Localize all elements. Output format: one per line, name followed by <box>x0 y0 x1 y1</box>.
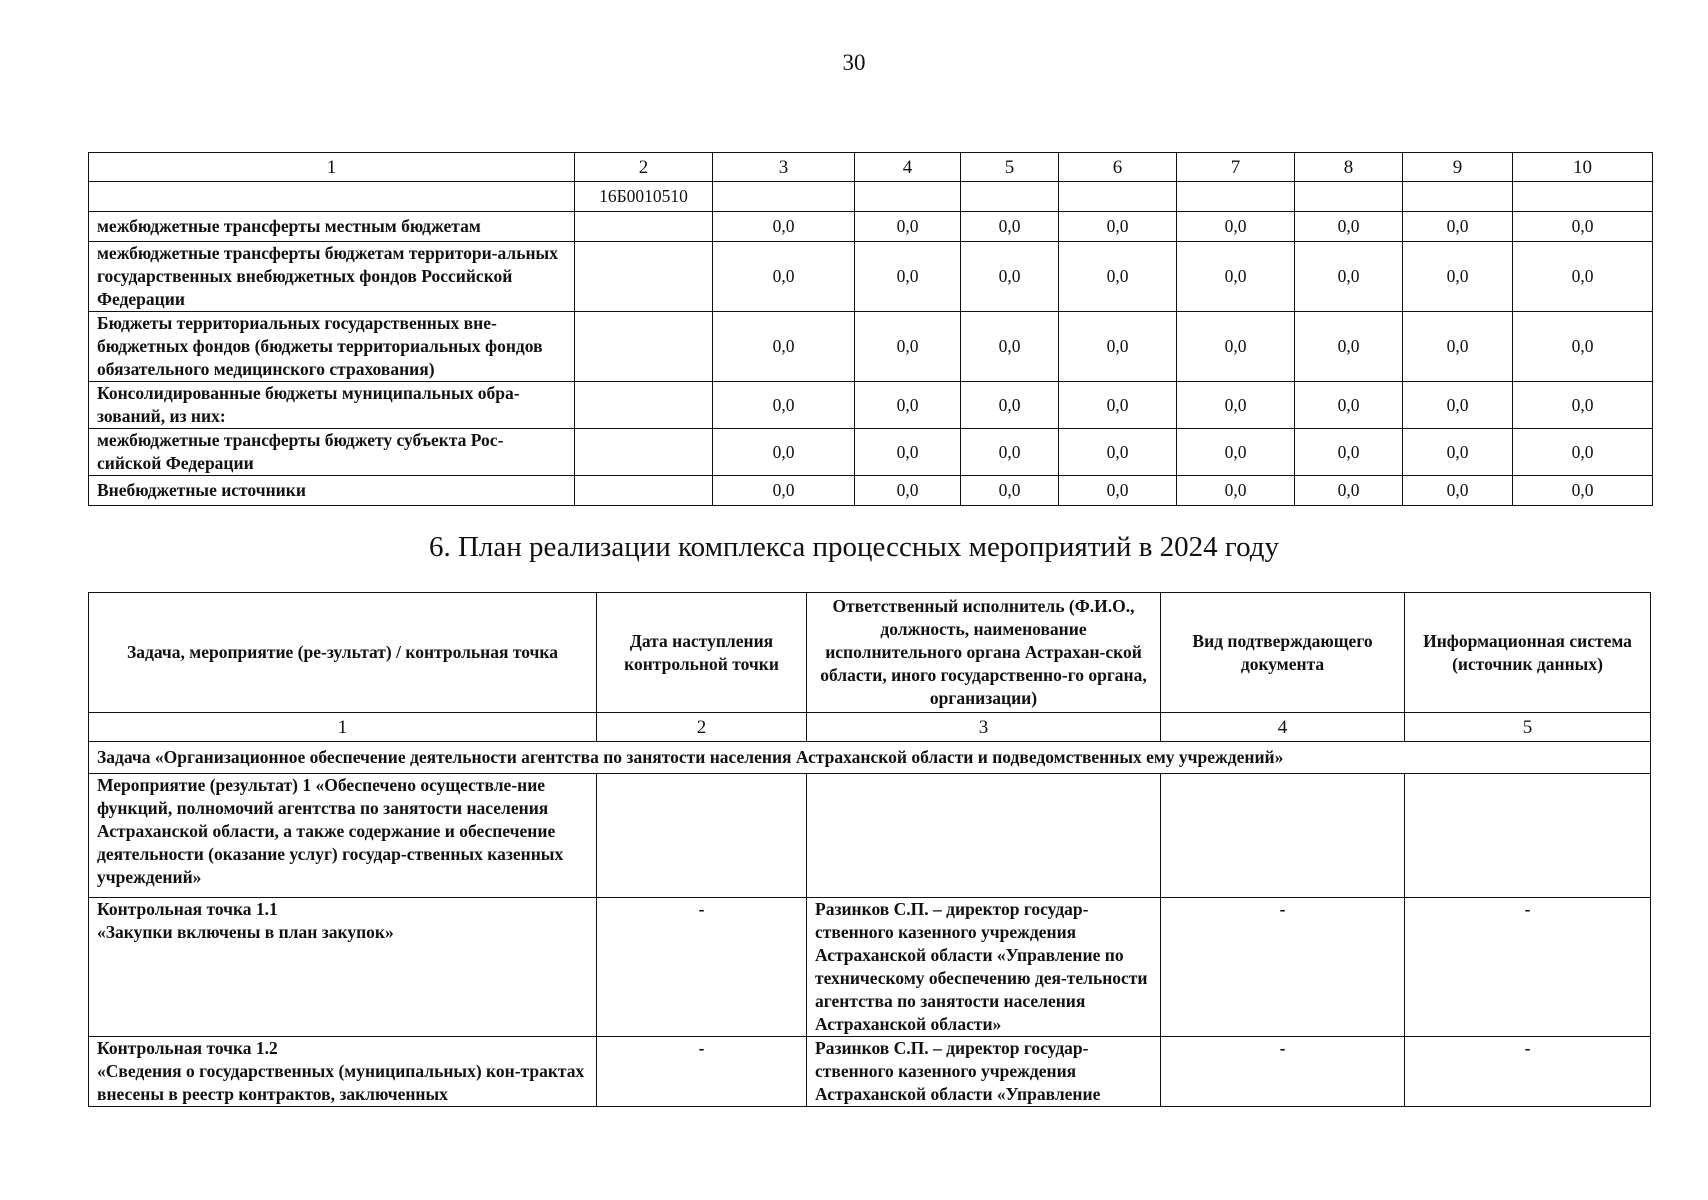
checkpoint-text: «Закупки включены в план закупок» <box>97 922 394 942</box>
value-cell: 0,0 <box>855 429 961 476</box>
budget-sources-table <box>88 152 1653 506</box>
column-number: 9 <box>1403 153 1513 182</box>
table-row <box>89 382 1653 429</box>
value-cell: 0,0 <box>1295 382 1403 429</box>
activity-row <box>89 774 1651 898</box>
value-cell: 0,0 <box>1177 429 1295 476</box>
checkpoint-executor: Разинков С.П. – директор государ-ственного казенного учреждения Астраханской области «Управление по техническому обеспечению дея-тельности агентства по занятости населения Астраханской области» <box>807 898 1161 1037</box>
column-number: 4 <box>855 153 961 182</box>
section-title: 6. План реализации комплекса процессных мероприятий в 2024 году <box>428 531 1279 563</box>
column-number: 4 <box>1161 713 1405 742</box>
column-number: 3 <box>713 153 855 182</box>
column-number: 2 <box>597 713 807 742</box>
checkpoint-executor: Разинков С.П. – директор государ-ственного казенного учреждения Астраханской области «Управление <box>807 1037 1161 1107</box>
checkpoint-cell <box>89 898 597 1037</box>
column-number: 3 <box>807 713 1161 742</box>
table-row <box>89 312 1653 382</box>
value-cell: 0,0 <box>1177 212 1295 242</box>
row-label: межбюджетные трансферты бюджетам территори-альных государственных внебюджетных фондов Российской Федерации <box>89 242 575 312</box>
column-number: 5 <box>961 153 1059 182</box>
value-cell: 0,0 <box>961 212 1059 242</box>
checkpoint-row <box>89 1037 1651 1107</box>
value-cell: 0,0 <box>713 212 855 242</box>
value-cell: 0,0 <box>713 382 855 429</box>
column-number: 1 <box>89 713 597 742</box>
column-header: Дата наступления контрольной точки <box>597 593 807 713</box>
value-cell: 0,0 <box>1403 212 1513 242</box>
value-cell: 0,0 <box>1295 429 1403 476</box>
value-cell: 0,0 <box>1513 312 1653 382</box>
value-cell: 0,0 <box>855 312 961 382</box>
value-cell: 0,0 <box>855 476 961 506</box>
value-cell: 0,0 <box>961 312 1059 382</box>
column-number: 6 <box>1059 153 1177 182</box>
column-header: Вид подтверждающего документа <box>1161 593 1405 713</box>
budget-table-header-row <box>89 153 1653 182</box>
plan-column-numbers-row <box>89 713 1651 742</box>
value-cell: 0,0 <box>1403 242 1513 312</box>
value-cell: 0,0 <box>961 242 1059 312</box>
row-label: Бюджеты территориальных государственных вне-бюджетных фондов (бюджеты территориальных фондов обязательного медицинского страхования) <box>89 312 575 382</box>
column-number: 1 <box>89 153 575 182</box>
value-cell: 0,0 <box>1059 242 1177 312</box>
value-cell: 0,0 <box>1177 476 1295 506</box>
budget-code: 16Б0010510 <box>575 182 713 212</box>
column-number: 8 <box>1295 153 1403 182</box>
value-cell: 0,0 <box>713 476 855 506</box>
row-label: Консолидированные бюджеты муниципальных обра-зований, из них: <box>89 382 575 429</box>
column-number: 7 <box>1177 153 1295 182</box>
value-cell: 0,0 <box>1059 212 1177 242</box>
table-row <box>89 476 1653 506</box>
checkpoint-system: - <box>1405 1037 1651 1107</box>
value-cell: 0,0 <box>713 242 855 312</box>
value-cell: 0,0 <box>961 382 1059 429</box>
value-cell: 0,0 <box>1295 312 1403 382</box>
value-cell: 0,0 <box>1403 476 1513 506</box>
checkpoint-document: - <box>1161 1037 1405 1107</box>
value-cell: 0,0 <box>713 312 855 382</box>
column-header: Информационная система (источник данных) <box>1405 593 1651 713</box>
value-cell: 0,0 <box>1403 312 1513 382</box>
column-header: Ответственный исполнитель (Ф.И.О., должность, наименование исполнительного органа Астрахан-ской области, иного государственно-го органа, организации) <box>807 593 1161 713</box>
task-row <box>89 742 1651 774</box>
activity-text: Мероприятие (результат) 1 «Обеспечено осуществле-ние функций, полномочий агентства по занятости населения Астраханской области, а также содержание и обеспечение деятельности (оказание услуг) государ-ственных казенных учреждений» <box>89 774 597 898</box>
table-row <box>89 429 1653 476</box>
row-label: Внебюджетные источники <box>89 476 575 506</box>
implementation-plan-table <box>88 592 1651 1107</box>
value-cell: 0,0 <box>855 382 961 429</box>
value-cell: 0,0 <box>1059 312 1177 382</box>
value-cell: 0,0 <box>1059 476 1177 506</box>
checkpoint-system: - <box>1405 898 1651 1037</box>
column-number: 2 <box>575 153 713 182</box>
value-cell: 0,0 <box>1403 429 1513 476</box>
checkpoint-cell <box>89 1037 597 1107</box>
value-cell: 0,0 <box>1177 312 1295 382</box>
task-text: Задача «Организационное обеспечение деятельности агентства по занятости населения Астраханской области и подведомственных ему учреждений» <box>89 742 1651 774</box>
table-row <box>89 242 1653 312</box>
value-cell: 0,0 <box>1513 382 1653 429</box>
checkpoint-date: - <box>597 1037 807 1107</box>
value-cell: 0,0 <box>1513 429 1653 476</box>
value-cell: 0,0 <box>1295 212 1403 242</box>
checkpoint-row <box>89 898 1651 1037</box>
value-cell: 0,0 <box>713 429 855 476</box>
checkpoint-title: Контрольная точка 1.2 <box>97 1038 278 1058</box>
value-cell: 0,0 <box>855 242 961 312</box>
checkpoint-title: Контрольная точка 1.1 <box>97 899 278 919</box>
value-cell: 0,0 <box>1513 242 1653 312</box>
value-cell: 0,0 <box>961 476 1059 506</box>
row-label: межбюджетные трансферты бюджету субъекта Рос-сийской Федерации <box>89 429 575 476</box>
page-number: 30 <box>842 50 866 75</box>
value-cell: 0,0 <box>1513 476 1653 506</box>
value-cell: 0,0 <box>1177 382 1295 429</box>
plan-table-header-row <box>89 593 1651 713</box>
row-label: межбюджетные трансферты местным бюджетам <box>89 212 575 242</box>
value-cell: 0,0 <box>1295 242 1403 312</box>
column-header: Задача, мероприятие (ре-зультат) / контрольная точка <box>89 593 597 713</box>
value-cell: 0,0 <box>961 429 1059 476</box>
checkpoint-text: «Сведения о государственных (муниципальных) кон-трактах внесены в реестр контрактов, заключенных <box>97 1061 585 1104</box>
value-cell: 0,0 <box>1295 476 1403 506</box>
column-number: 5 <box>1405 713 1651 742</box>
value-cell: 0,0 <box>1059 382 1177 429</box>
table-row <box>89 212 1653 242</box>
column-number: 10 <box>1513 153 1653 182</box>
checkpoint-date: - <box>597 898 807 1037</box>
value-cell: 0,0 <box>1059 429 1177 476</box>
value-cell: 0,0 <box>1513 212 1653 242</box>
budget-code-row <box>89 182 1653 212</box>
value-cell: 0,0 <box>1177 242 1295 312</box>
checkpoint-document: - <box>1161 898 1405 1037</box>
value-cell: 0,0 <box>855 212 961 242</box>
value-cell: 0,0 <box>1403 382 1513 429</box>
